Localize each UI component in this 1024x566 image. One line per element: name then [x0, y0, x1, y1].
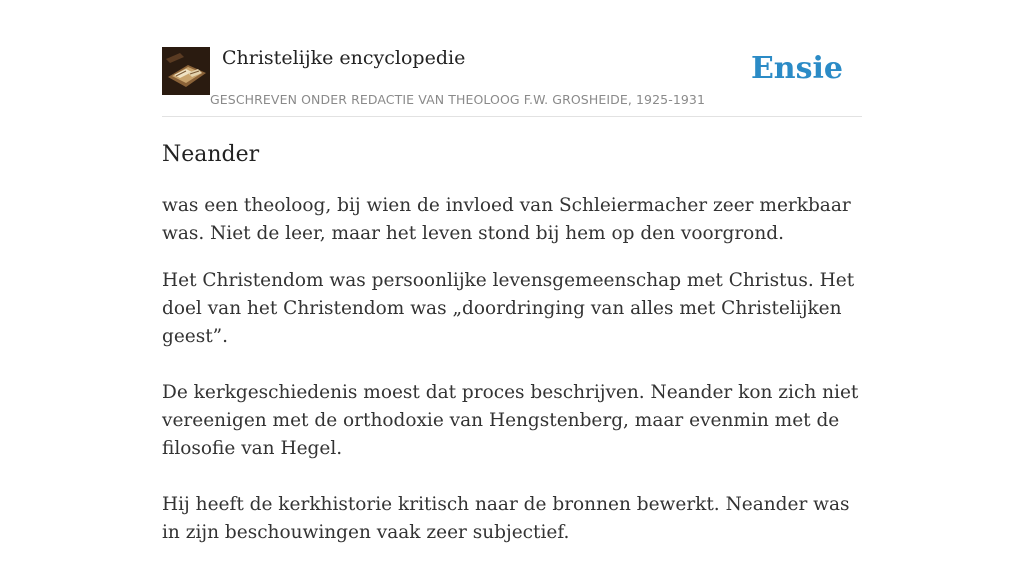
entry-paragraph: Hij heeft de kerkhistorie kritisch naar de bronnen bewerkt. Neander was in zijn beschouwingen vaak zeer subjectief. — [162, 494, 850, 543]
entry-paragraph: De kerkgeschiedenis moest dat proces beschrijven. Neander kon zich niet vereenigen met de orthodoxie van Hengstenberg, maar evenmin met de filosofie van Hegel. — [162, 382, 859, 459]
book-title[interactable]: Christelijke encyclopedie — [222, 47, 466, 69]
header — [162, 46, 862, 117]
book-cover-icon[interactable] — [162, 47, 210, 95]
entry-paragraph: Het Christendom was persoonlijke levensgemeenschap met Christus. Het doel van het Christendom was „doordringing van alles met Christelijken geest”. — [162, 270, 855, 347]
book-subtitle: GESCHREVEN ONDER REDACTIE VAN THEOLOOG F.W. GROSHEIDE, 1925-1931 — [210, 92, 706, 107]
entry-paragraph: was een theoloog, bij wien de invloed van Schleiermacher zeer merkbaar was. Niet de leer, maar het leven stond bij hem op den voorgrond. — [162, 195, 851, 244]
entry-body — [162, 192, 862, 566]
brand-logo[interactable]: Ensie — [750, 51, 843, 86]
entry-title: Neander — [162, 142, 260, 167]
